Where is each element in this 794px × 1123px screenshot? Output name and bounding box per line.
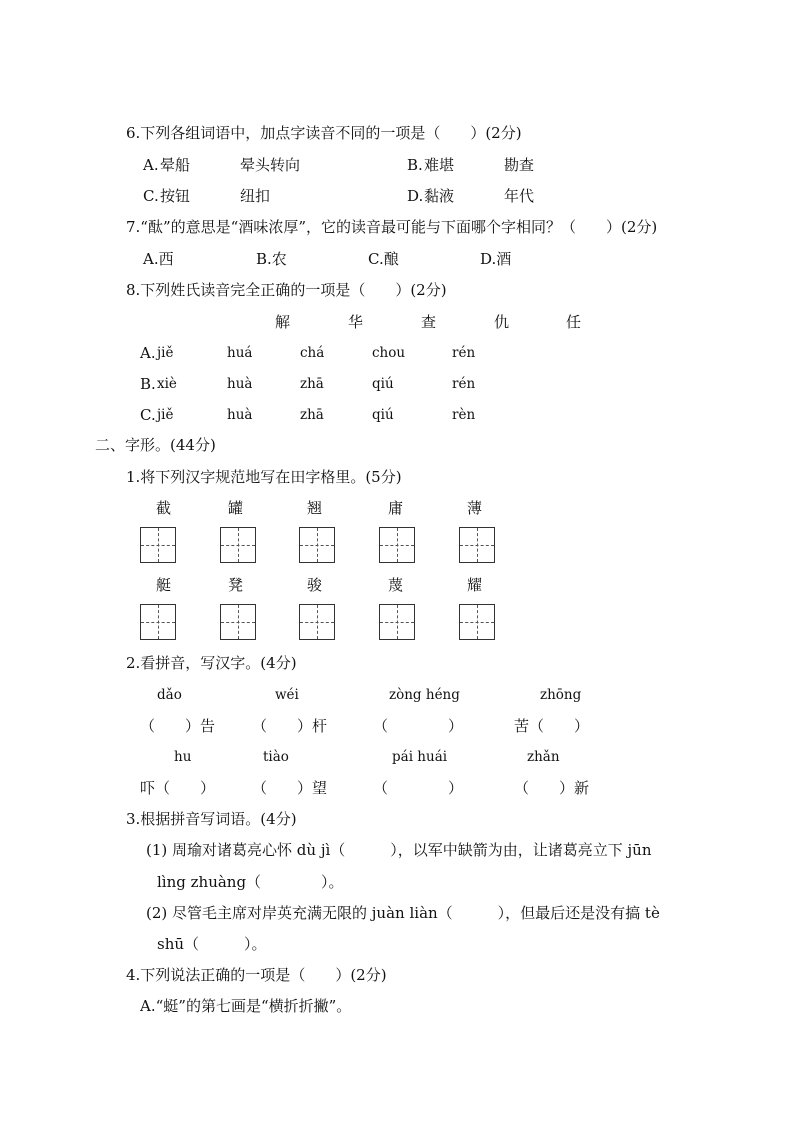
q8-row-c-py5: rèn [452,407,476,423]
q8-row-a-py5: rén [452,345,476,361]
s2-q2-py-4: zhōng [540,687,582,703]
s2-q2-stem: 2.看拼音，写汉字。(4分) [126,654,297,672]
s2-q1-char-8: 骏 [307,576,323,594]
q6-option-a-letter: A. [143,156,159,174]
s2-q1-char-10: 耀 [467,576,483,594]
q6-option-d-letter: D. [407,187,424,205]
q6-stem: 6.下列各组词语中，加点字读音不同的一项是（ ）(2分) [126,124,522,142]
s2-q2-blank-1[interactable]: （ ）告 [140,717,216,735]
q8-row-a-letter: A. [140,344,156,362]
q8-surname-1: 解 [275,313,291,331]
s2-q2-blank-3[interactable]: （ ） [373,717,464,735]
q8-row-b-py3: zhā [300,376,324,392]
s2-q2-blank-2[interactable]: （ ）杆 [252,717,328,735]
s2-q3-line-2: lìng zhuàng（ ）。 [157,873,344,891]
s2-q1-char-1: 截 [156,499,172,517]
q8-row-b-py5: rén [452,376,476,392]
q6-option-b-word2: 勘查 [504,156,535,174]
s2-q4-stem: 4.下列说法正确的一项是（ ）(2分) [126,966,387,984]
s2-q1-stem: 1.将下列汉字规范地写在田字格里。(5分) [126,468,402,486]
q8-row-b-letter: B. [140,375,156,393]
s2-q3-line-1: (1) 周瑜对诸葛亮心怀 dù jì（ ），以军中缺箭为由，让诸葛亮立下 jūn [146,841,652,859]
q6-option-a-word2: 晕头转向 [240,156,301,174]
s2-q2-blank-6[interactable]: （ ）望 [252,779,328,797]
q6-option-d-word1: 黏液 [424,187,455,205]
s2-q3-stem: 3.根据拼音写词语。(4分) [126,810,297,828]
q7-option-b: B.农 [256,250,287,268]
q8-surname-3: 查 [421,313,437,331]
s2-q2-py-7: pái huái [392,749,448,765]
tianzige-box[interactable] [140,604,176,640]
q7-option-c: C.酿 [368,250,399,268]
s2-q1-char-6: 艇 [156,576,172,594]
q8-row-b-py4: qiú [372,376,394,392]
q8-row-c-py3: zhā [300,407,324,423]
s2-q2-blank-5[interactable]: 吓（ ） [140,779,216,797]
q8-row-b-py1: xiè [157,376,177,392]
tianzige-box[interactable] [459,527,495,563]
tianzige-box[interactable] [140,527,176,563]
q8-row-c-letter: C. [140,406,156,424]
tianzige-box[interactable] [379,604,415,640]
q7-option-a: A.西 [143,250,174,268]
q7-option-d: D.酒 [480,250,512,268]
s2-q4-option-a: A.“蜓”的第七画是“横折折撇”。 [140,997,352,1015]
s2-q1-char-2: 罐 [228,499,244,517]
tianzige-box[interactable] [220,527,256,563]
s2-q2-py-3: zòng héng [389,687,460,703]
s2-q2-blank-7[interactable]: （ ） [373,779,464,797]
section2-title: 二、字形。(44分) [95,436,216,454]
q6-option-c-word1: 按钮 [160,187,191,205]
q6-option-c-letter: C. [143,187,159,205]
s2-q1-char-5: 薄 [467,499,483,517]
q8-surname-5: 任 [566,313,582,331]
s2-q1-char-4: 庸 [388,499,404,517]
q8-stem: 8.下列姓氏读音完全正确的一项是（ ）(2分) [126,281,447,299]
tianzige-box[interactable] [220,604,256,640]
s2-q3-line-3: (2) 尽管毛主席对岸英充满无限的 juàn liàn（ ），但最后还是没有搞 tè [146,904,660,922]
q8-row-b-py2: huà [227,376,253,392]
q7-stem: 7.“酞”的意思是“酒味浓厚”，它的读音最可能与下面哪个字相同？（ ）(2分) [126,218,658,236]
s2-q2-py-6: tiào [263,749,289,765]
q8-row-c-py4: qiú [372,407,394,423]
q8-row-a-py3: chá [300,345,325,361]
s2-q1-char-9: 蔑 [388,576,404,594]
q8-row-a-py4: chou [372,345,406,361]
q6-option-c-word2: 纽扣 [240,187,271,205]
s2-q1-char-7: 凳 [228,576,244,594]
tianzige-box[interactable] [379,527,415,563]
q8-row-c-py1: jiě [157,407,174,423]
q8-surname-4: 仇 [494,313,510,331]
s2-q1-char-3: 翘 [307,499,323,517]
s2-q2-blank-4[interactable]: 苦（ ） [514,717,590,735]
q6-option-b-word1: 难堪 [424,156,455,174]
s2-q2-blank-8[interactable]: （ ）新 [514,779,590,797]
q8-row-a-py1: jiě [157,345,174,361]
q8-row-c-py2: huà [227,407,253,423]
s2-q2-py-2: wéi [275,687,299,703]
tianzige-box[interactable] [299,527,335,563]
q6-option-a-word1: 晕船 [160,156,191,174]
q8-surname-2: 华 [348,313,364,331]
q6-option-b-letter: B. [407,156,423,174]
q8-row-a-py2: huá [227,345,253,361]
s2-q2-py-1: dǎo [157,687,182,703]
s2-q2-py-8: zhǎn [527,749,560,765]
s2-q3-line-4: shū（ ）。 [157,935,267,953]
q6-option-d-word2: 年代 [504,187,535,205]
tianzige-box[interactable] [299,604,335,640]
tianzige-box[interactable] [459,604,495,640]
s2-q2-py-5: hu [174,749,192,765]
